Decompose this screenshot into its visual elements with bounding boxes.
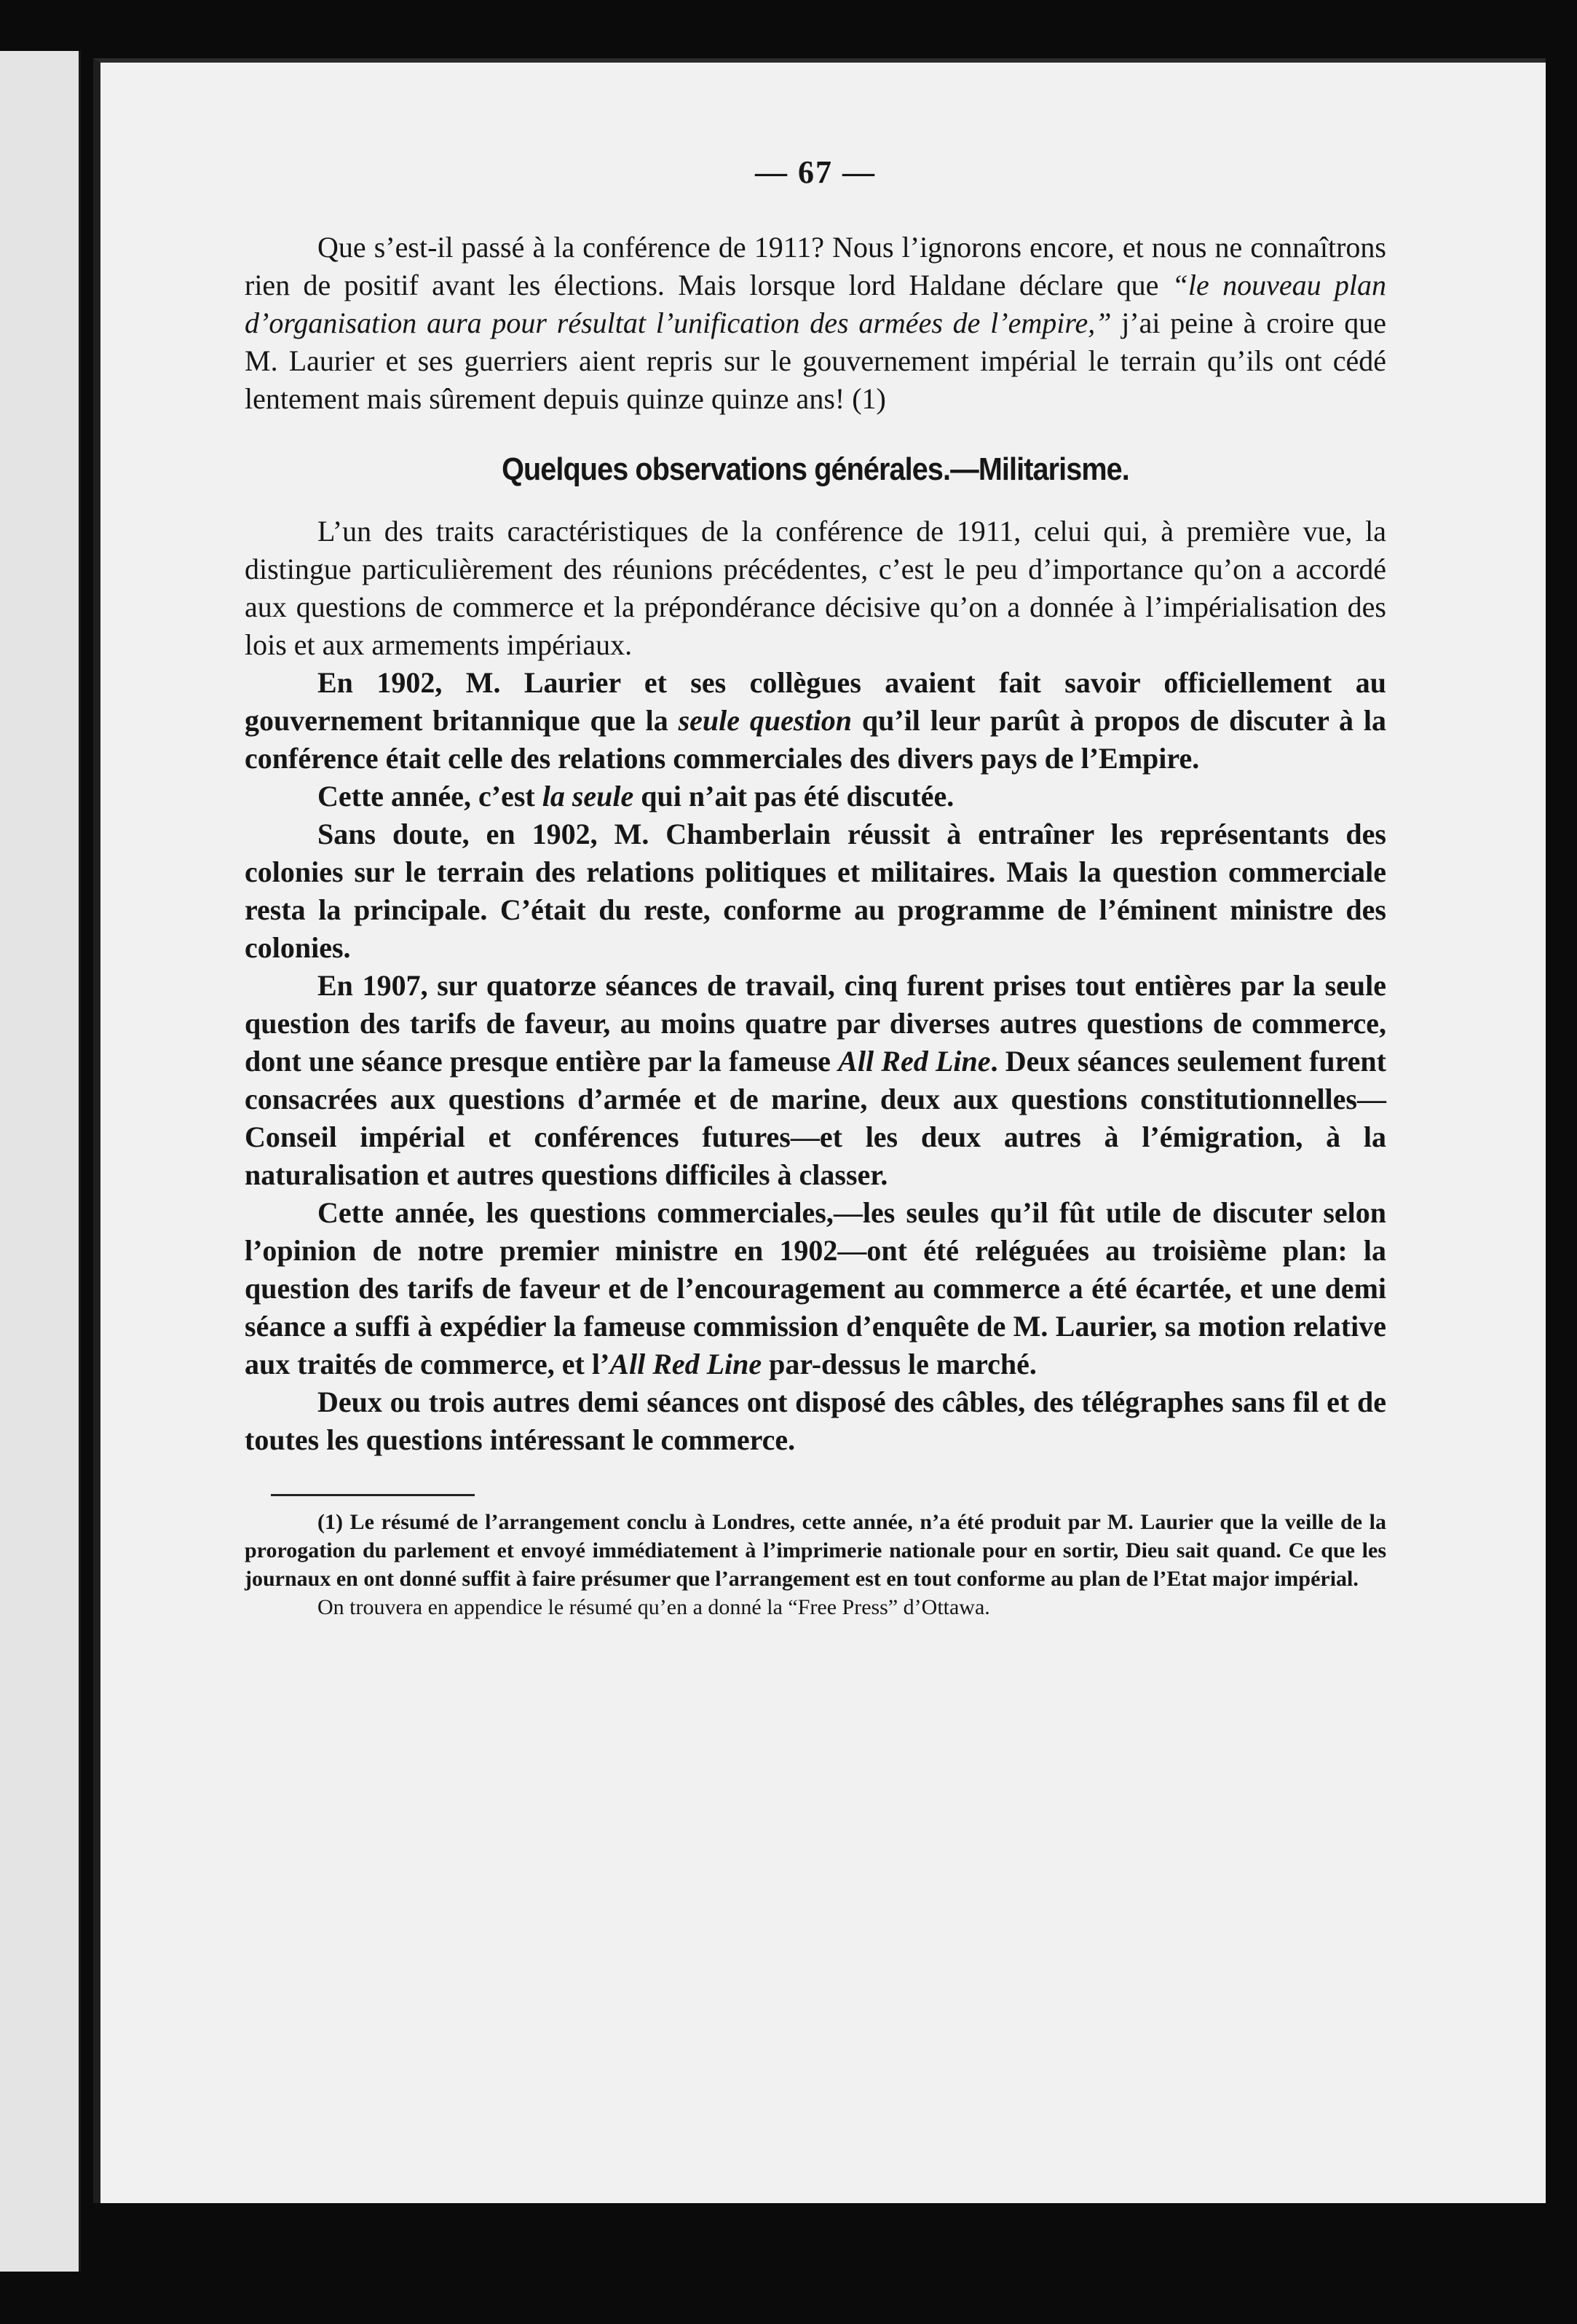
paragraph-6-text-c: . Deux séances seulement furent consacrées aux questions d’armée et de marine, deux aux questions constitutionnelles—Conseil impérial et conférences futures—et les deux autres à l’émigration, à la naturalisation et autres questions difficiles à classer. [245,1045,1386,1191]
paragraph-4-emphasis: la seule [542,780,634,813]
paragraph-5: Sans doute, en 1902, M. Chamberlain réussit à entraîner les représentants des colonies sur le terrain des relations politiques et militaires. Mais la question commerciale resta la principale. C’était du reste, conforme au programme de l’éminent ministre des colonies. [245,818,1386,964]
paragraph-6 [245,967,1386,1194]
paragraph-4-text-c: qui n’ait pas été discutée. [633,780,954,813]
paragraph-7-text-a: Cette année, les questions commerciales,—les seules qu’il fût utile de discuter selon l’opinion de notre premier ministre en 1902—ont été reléguées au troisième plan: la question des tarifs de faveur et de l’encouragement au commerce a été écartée, et une demi séance a suffi à expédier la fameuse commission d’enquête de M. Laurier, sa motion relative aux traités de commerce, et l’ [245,1196,1386,1380]
page-number: — 67 — [755,154,876,190]
paragraph-4-text-a: Cette année, c’est [317,780,542,813]
paragraph-6-text-a: En 1907, sur quatorze séances de travail, cinq furent prises tout entières par la seule question des tarifs de faveur, au moins quatre par diverses autres questions de commerce, dont une séance presque entière par la fameuse [245,969,1386,1078]
paragraph-1-text-c: j’ai peine à croire que M. Laurier et ses guerriers aient repris sur le gouvernement impérial le terrain qu’ils ont cédé lentement mais sûrement depuis quinze quinze ans! (1) [245,307,1386,415]
section-heading: Quelques observations générales.—Militarisme. [502,451,1129,487]
paragraph-4 [245,778,1386,815]
footnote-2: On trouvera en appendice le résumé qu’en a donné la “Free Press” d’Ottawa. [317,1595,990,1619]
book-page [93,58,1546,2203]
paragraph-6-emphasis: All Red Line [838,1045,991,1078]
footnote-separator [271,1494,475,1496]
paragraph-3 [245,664,1386,778]
paragraph-2: L’un des traits caractéristiques de la conférence de 1911, celui qui, à première vue, la distingue particulièrement des réunions précédentes, c’est le peu d’importance qu’on a accordé aux questions de commerce et la prépondérance décisive qu’on a donnée à l’impérialisation des lois et aux armements impériaux. [245,515,1386,661]
quote-haldane: “le nouveau plan d’organisation aura pour résultat l’unification des armées de l’empire,” [245,269,1387,339]
paragraph-1 [245,229,1386,418]
paragraph-3-text-c: qu’il leur parût à propos de discuter à la conférence était celle des relations commerciales des divers pays de l’Empire. [245,704,1386,775]
footnote-1: (1) Le résumé de l’arrangement conclu à Londres, cette année, n’a été produit par M. Laurier que la veille de la prorogation du parlement et envoyé immédiatement à l’imprimerie nationale pour en sortir, Dieu sait quand. Ce que les journaux en ont donné suffit à faire présumer que l’arrangement est en tout conforme au plan de l’Etat major impérial. [245,1510,1386,1591]
text-column [245,154,1386,1621]
paragraph-3-text-a: En 1902, M. Laurier et ses collègues avaient fait savoir officiellement au gouvernement britannique que la [245,666,1386,737]
paragraph-7-emphasis: All Red Line [609,1348,762,1380]
paragraph-8: Deux ou trois autres demi séances ont disposé des câbles, des télégraphes sans fil et de toutes les questions intéressant le commerce. [245,1386,1386,1456]
paragraph-7-text-c: par-dessus le marché. [762,1348,1037,1380]
adjacent-page-edge [0,51,81,2272]
paragraph-7 [245,1194,1386,1383]
paragraph-1-text-a: Que s’est-il passé à la conférence de 1911? Nous l’ignorons encore, et nous ne connaîtrons rien de positif avant les élections. Mais lorsque lord Haldane déclare que [245,231,1386,301]
paragraph-3-emphasis: seule question [678,704,852,737]
